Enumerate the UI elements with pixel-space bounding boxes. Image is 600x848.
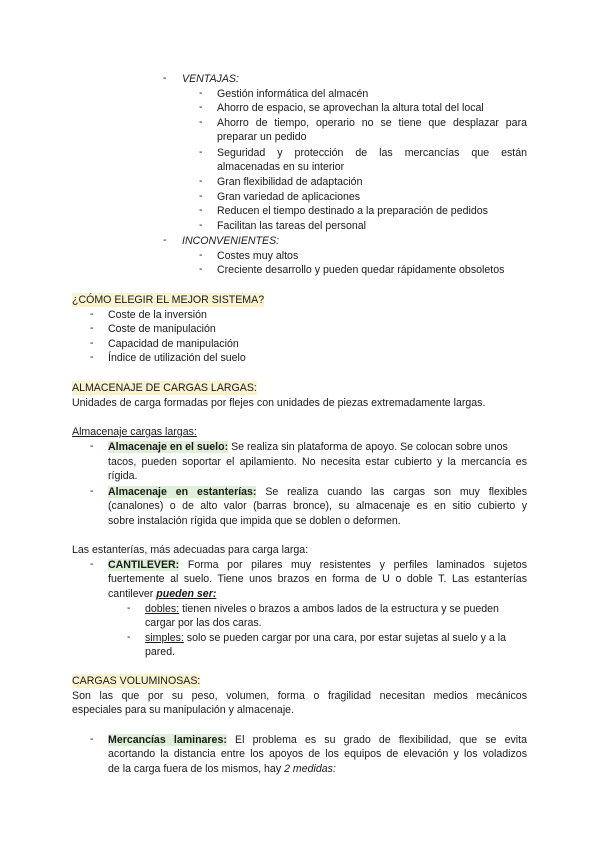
term: simples: xyxy=(145,632,184,644)
list-item: Capacidad de manipulación xyxy=(108,338,239,350)
section-heading-elegir: ¿CÓMO ELEGIR EL MEJOR SISTEMA? xyxy=(72,294,265,306)
list-item-cont xyxy=(108,762,336,776)
text: solo se pueden cargar por una cara, por estar sujetas al suelo y a la xyxy=(183,632,506,644)
list-item: Gran flexibilidad de adaptación xyxy=(217,176,363,188)
list-item: Ahorro de tiempo, operario no se tiene que desplazar para xyxy=(217,117,527,129)
ventajas-heading: VENTAJAS: xyxy=(182,73,239,85)
term: Almacenaje en estanterías: xyxy=(108,486,257,498)
list-item-cont: cargar por las dos caras. xyxy=(145,617,262,629)
list-dash: - xyxy=(127,631,131,643)
list-dash: - xyxy=(199,87,203,99)
list-dash: - xyxy=(163,234,167,246)
list-item xyxy=(145,631,506,645)
list-item-cont: (canalones) o de alto valor (barras bronce), su almacenaje es en sitio cubierto y xyxy=(108,500,527,512)
text: Forma por pilares muy resistentes y perfiles laminados sujetos xyxy=(179,559,527,571)
text: de la carga fuera de los mismos, hay xyxy=(108,763,285,775)
list-item-cont: acortando la distancia entre los apoyos de los equipos de elevación y los voladizos xyxy=(108,748,527,760)
paragraph-cont: especiales para su manipulación y almacenaje. xyxy=(72,704,295,716)
paragraph: Son las que por su peso, volumen, forma o fragilidad necesitan medios mecánicos xyxy=(72,690,527,702)
list-item: Facilitan las tareas del personal xyxy=(217,220,366,232)
list-dash: - xyxy=(90,733,94,745)
list-item: Reducen el tiempo destinado a la preparación de pedidos xyxy=(217,205,488,217)
list-item: Gestión informática del almacén xyxy=(217,88,369,100)
list-item: Índice de utilización del suelo xyxy=(108,352,246,364)
term: Mercancías laminares: xyxy=(108,734,227,746)
list-dash: - xyxy=(199,219,203,231)
paragraph: Las estanterías, más adecuadas para carga larga: xyxy=(72,544,309,556)
list-item: Ahorro de espacio, se aprovechan la altura total del local xyxy=(217,102,484,114)
list-dash: - xyxy=(90,308,94,320)
list-item xyxy=(108,733,527,747)
emphasis: pueden ser: xyxy=(156,588,217,600)
list-item-cont: rígida. xyxy=(108,470,138,482)
text: Se realiza sin plataforma de apoyo. Se colocan sobre unos xyxy=(228,441,508,453)
subheading: Almacenaje cargas largas: xyxy=(72,426,197,438)
list-dash: - xyxy=(90,322,94,334)
list-dash: - xyxy=(199,101,203,113)
list-item-cont xyxy=(108,587,216,601)
text: tienen niveles o brazos a ambos lados de la estructura y se pueden xyxy=(179,603,499,615)
list-item xyxy=(145,602,499,616)
section-heading-cargas-largas: ALMACENAJE DE CARGAS LARGAS: xyxy=(72,382,257,394)
list-dash: - xyxy=(127,602,131,614)
list-dash: - xyxy=(199,263,203,275)
term: CANTILEVER: xyxy=(108,559,180,571)
list-dash: - xyxy=(199,249,203,261)
list-dash: - xyxy=(90,351,94,363)
list-item: Seguridad y protección de las mercancías que están xyxy=(217,147,527,159)
section-heading-voluminosas: CARGAS VOLUMINOSAS: xyxy=(72,675,201,687)
list-dash: - xyxy=(90,337,94,349)
list-dash: - xyxy=(199,204,203,216)
list-item-cont: pared. xyxy=(145,646,176,658)
list-item: Gran variedad de aplicaciones xyxy=(217,191,361,203)
list-item: Creciente desarrollo y pueden quedar rápidamente obsoletos xyxy=(217,264,505,276)
list-dash: - xyxy=(90,485,94,497)
emphasis: 2 medidas: xyxy=(284,763,336,775)
list-dash: - xyxy=(90,440,94,452)
list-item-cont: preparar un pedido xyxy=(217,131,307,143)
list-item xyxy=(108,558,527,572)
text: Se realiza cuando las cargas son muy flexibles xyxy=(256,486,527,498)
term: Almacenaje en el suelo: xyxy=(108,441,229,453)
inconvenientes-heading: INCONVENIENTES: xyxy=(182,235,280,247)
list-item: Coste de la inversión xyxy=(108,309,207,321)
term: dobles: xyxy=(145,603,180,615)
list-dash: - xyxy=(199,175,203,187)
text: El problema es su grado de flexibilidad, que se evita xyxy=(226,734,527,746)
list-item xyxy=(108,440,508,454)
list-item: Coste de manipulación xyxy=(108,323,216,335)
list-item-cont: fuertemente al suelo. Tiene unos brazos en forma de U o doble T. Las estanterías xyxy=(108,573,527,585)
list-item-cont: almacenadas en su interior xyxy=(217,161,345,173)
list-dash: - xyxy=(163,72,167,84)
list-dash: - xyxy=(199,190,203,202)
list-item: Costes muy altos xyxy=(217,250,299,262)
list-item-cont: sobre instalación rígida que impida que se doblen o deformen. xyxy=(108,515,401,527)
list-dash: - xyxy=(90,558,94,570)
list-dash: - xyxy=(199,116,203,128)
text: cantilever xyxy=(108,588,157,600)
list-item-cont: tacos, pueden soportar el apilamiento. No necesita estar cubierto y la mercancía es xyxy=(108,456,527,468)
paragraph: Unidades de carga formadas por flejes con unidades de piezas extremadamente largas. xyxy=(72,397,486,409)
list-item xyxy=(108,485,527,499)
list-dash: - xyxy=(199,146,203,158)
